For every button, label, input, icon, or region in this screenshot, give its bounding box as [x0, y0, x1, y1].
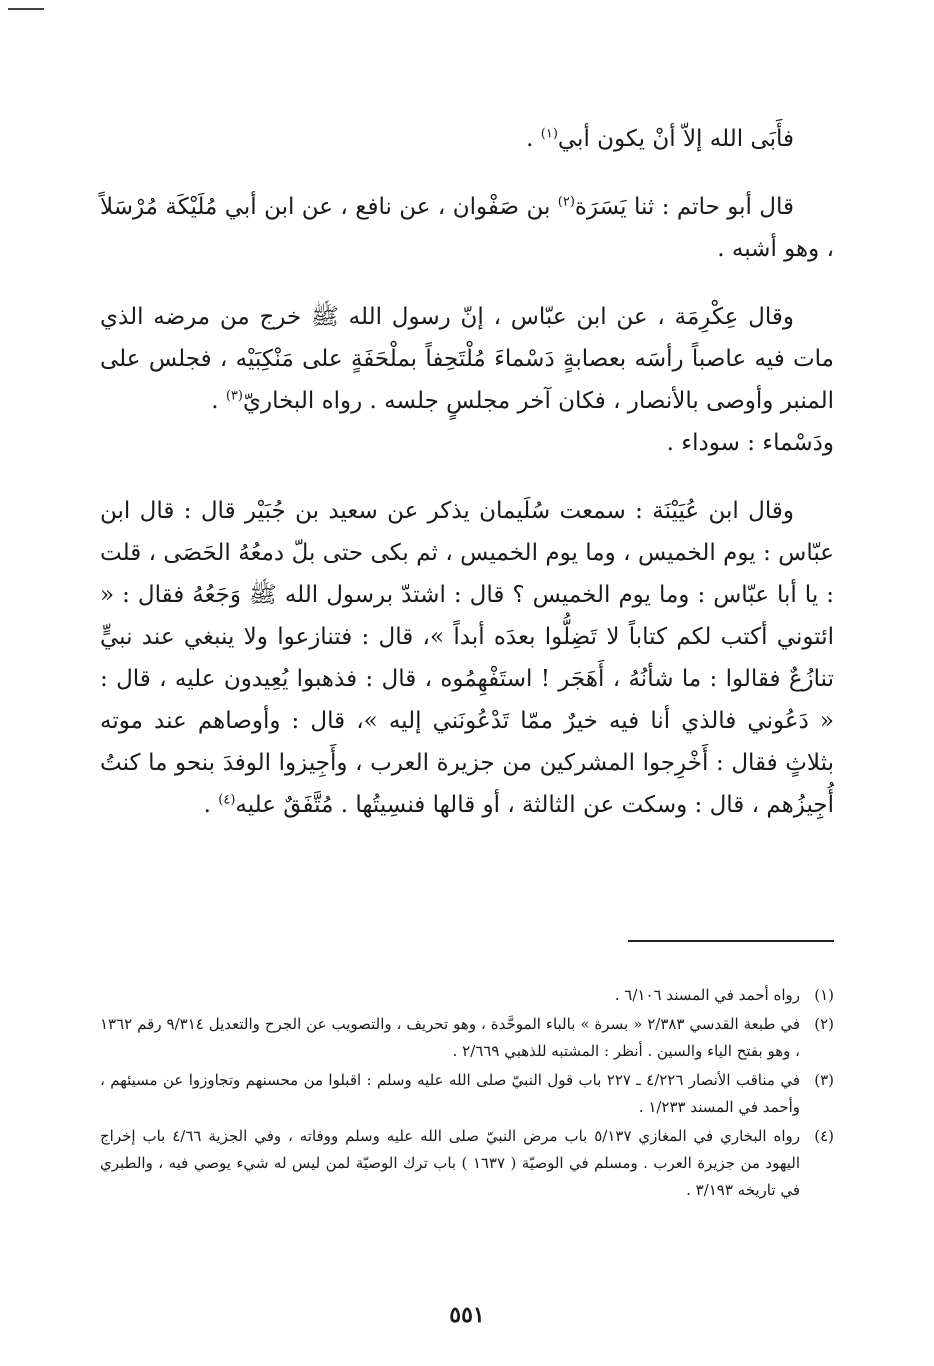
paragraph-5	[100, 490, 834, 826]
paragraph-1-end: .	[526, 126, 541, 152]
footnote-number: (٢)	[814, 1015, 835, 1033]
paragraph-3	[100, 296, 834, 422]
footnote-3	[100, 1067, 834, 1121]
footnote-marker-3: (٣)	[225, 388, 243, 404]
footnote-marker-2: (٢)	[557, 194, 575, 210]
footnote-marker-1: (١)	[540, 126, 558, 142]
paragraph-1-text: فأَبَى الله إلاّ أنْ يكون أبي	[557, 126, 794, 152]
main-text	[100, 118, 834, 852]
top-rule	[8, 8, 44, 10]
paragraph-3-text: وقال عِكْرِمَة ، عن ابن عبّاس ، إنّ رسول الله ﷺ خرج من مرضه الذي مات فيه عاصباً رأسَه بعصابةٍ دَسْماءَ مُلْتَحِفاً بملْحَفَةٍ على مَنْكِبَيْه ، فجلس على المنبر وأوصى بالأنصار ، فكان آخر مجلسٍ جلسه . رواه البخاريّ	[100, 304, 834, 414]
footnote-1	[100, 982, 834, 1009]
footnote-2	[100, 1011, 834, 1065]
footnote-number: (٣)	[814, 1071, 834, 1089]
footnote-4	[100, 1123, 834, 1204]
footnote-text: في مناقب الأنصار ٤/٢٢٦ ـ ٢٢٧ باب قول النبيّ صلى الله عليه وسلم : اقبلوا من محسنهم وتجاوزوا عن مسيئهم ، وأحمد في المسند ١/٢٣٣ .	[100, 1071, 800, 1116]
page-number: ٥٥١	[449, 1302, 485, 1328]
paragraph-2-rest: بن صَفْوان ، عن نافع ، عن ابن أبي مُلَيْكَة مُرْسَلاً ، وهو أشبه .	[100, 194, 834, 262]
footnote-text: في طبعة القدسي ٢/٣٨٣ « بسرة » بالباء الموحَّدة ، وهو تحريف ، والتصويب عن الجرح والتعديل ٩/٣١٤ رقم ١٣٦٢ ، وهو بفتح الياء والسين . أنظر : المشتبه للذهبي ٢/٦٦٩ .	[100, 1015, 801, 1060]
paragraph-5-text: وقال ابن عُيَيْنَة : سمعت سُلَيمان يذكر عن سعيد بن جُبَيْر قال : قال ابن عبّاس : يوم الخميس ، وما يوم الخميس ، ثم بكى حتى بلّ دمعُهُ الحَصَى ، قلت : يا أبا عبّاس : وما يوم الخميس ؟ قال : اشتدّ برسول الله ﷺ وَجَعُهُ فقال : « ائتوني أكتب لكم كتاباً لا تَضِلُّوا بعدَه أبداً »، قال : فتنازعوا ولا ينبغي عند نبيٍّ تنازُعٌ فقالوا : ما شأنُهُ ، أَهَجَر ! استَفْهِمُوه ، قال : فذهبوا يُعِيدون عليه ، قال : « دَعُوني فالذي أنا فيه خيرٌ ممّا تَدْعُونَني إليه »، قال : وأوصاهم عند موته بثلاثٍ فقال : أَخْرِجوا المشركين من جزيرة العرب ، وأَجِيزوا الوفدَ بنحو ما كنتُ أُجِيزُهم ، قال : وسكت عن الثالثة ، أو قالها فنسِيتُها . مُتَّفَقٌ عليه	[100, 498, 834, 818]
footnote-text: رواه أحمد في المسند ٦/١٠٦ .	[614, 986, 800, 1004]
paragraph-3-end: .	[211, 388, 226, 414]
footnote-marker-4: (٤)	[218, 792, 236, 808]
footnotes	[100, 982, 834, 1206]
footnote-text: رواه البخاري في المغازي ٥/١٣٧ باب مرض النبيّ صلى الله عليه وسلم ووفاته ، وفي الجزية ٤/٦٦ باب إخراج اليهود من جزيرة العرب . ومسلم في الوصيّة ( ١٦٣٧ ) باب ترك الوصيّة لمن ليس له شيء يوصي فيه ، والطبري في تاريخه ٣/١٩٣ .	[100, 1127, 801, 1199]
paragraph-4	[100, 422, 834, 464]
paragraph-2	[100, 186, 834, 270]
paragraph-1	[100, 118, 834, 160]
paragraph-4-text: ودَسْماء : سوداء .	[666, 430, 834, 456]
footnote-number: (٤)	[814, 1127, 835, 1145]
paragraph-2-text: قال أبو حاتم : ثنا يَسَرَة	[574, 194, 794, 220]
footnote-separator	[628, 940, 834, 942]
paragraph-5-end: .	[203, 792, 219, 818]
footnote-number: (١)	[814, 986, 834, 1004]
